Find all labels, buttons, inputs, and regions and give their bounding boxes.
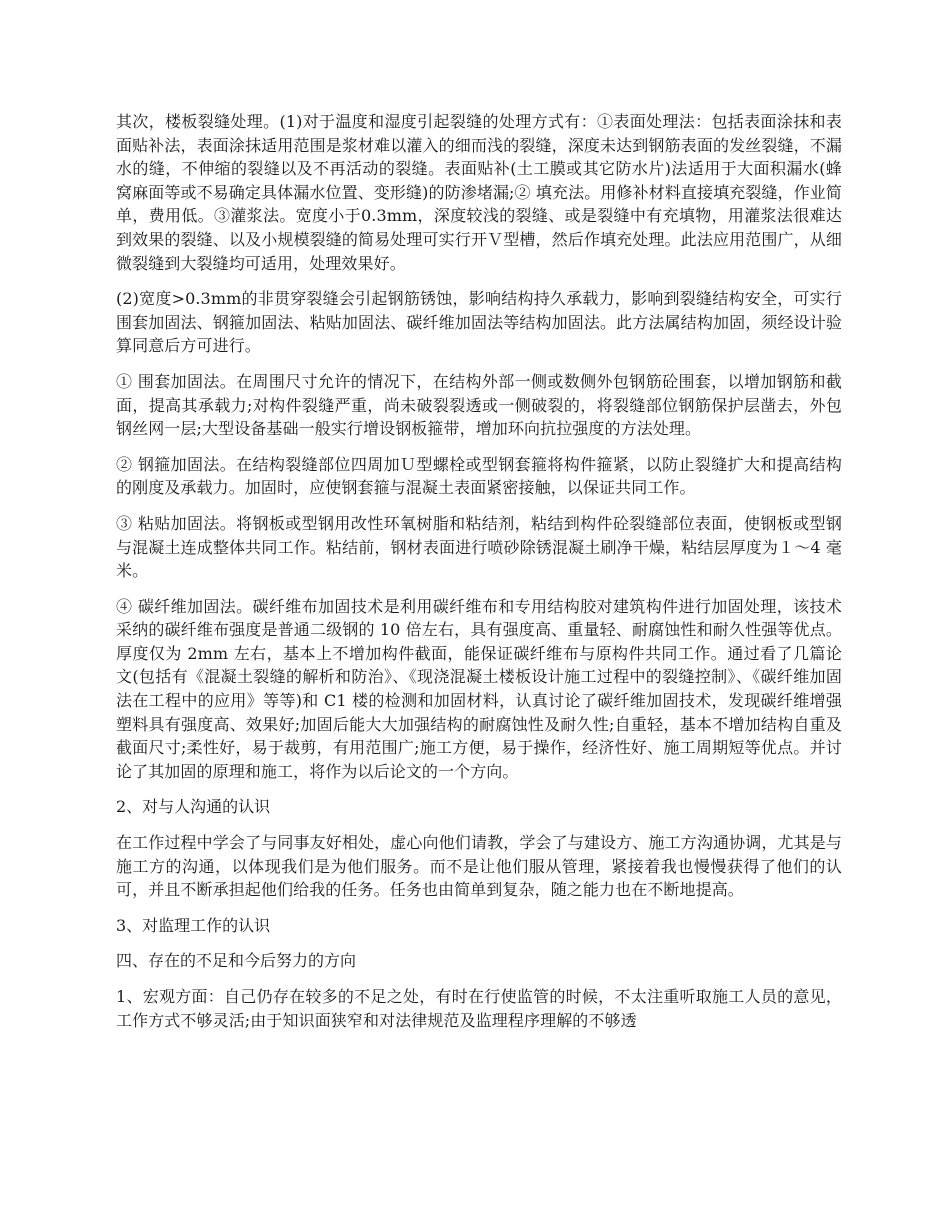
paragraph-communication: 在工作过程中学会了与同事友好相处，虚心向他们请教，学会了与建设方、施工方沟通协调，尤其是与施工方的沟通，以体现我们是为他们服务。而不是让他们服从管理，紧接着我也慢慢获得了他们的认可，并且不断承担起他们给我的任务。任务也由简单到复杂，随之能力也在不断地提高。 xyxy=(116,833,842,900)
heading-supervision-work: 3、对监理工作的认识 xyxy=(116,915,271,935)
paragraph-steel-hoop-reinforcement: ② 钢箍加固法。在结构裂缝部位四周加Ｕ型螺栓或型钢套箍将构件箍紧，以防止裂缝扩大和提高结构的刚度及承载力。加固时，应使钢套箍与混凝土表面紧密接触，以保证共同工作。 xyxy=(116,454,842,498)
paragraph-macro-aspect: 1、宏观方面：自己仍存在较多的不足之处，有时在行使监管的时候，不太注重听取施工人员的意见，工作方式不够灵活;由于知识面狭窄和对法律规范及监理程序理解的不够透 xyxy=(116,987,842,1030)
paragraph-structural-reinforcement: (2)宽度>0.3mm的非贯穿裂缝会引起钢筋锈蚀，影响结构持久承载力，影响到裂缝结构安全，可实行围套加固法、钢箍加固法、粘贴加固法、碳纤维加固法等结构加固法。此方法属结构加固，须经设计验算同意后方可进行。 xyxy=(116,289,842,356)
paragraph-carbon-fiber-reinforcement: ④ 碳纤维加固法。碳纤维布加固技术是利用碳纤维布和专用结构胶对建筑构件进行加固处理，该技术采纳的碳纤维布强度是普通二级钢的 10 倍左右，具有强度高、重量轻、耐腐蚀性和耐久性强等优点。厚度仅为 2mm 左右，基本上不增加构件截面，能保证碳纤维布与原构件共同工作。通过看了几篇论文(包括有《混凝土裂缝的解析和防治》、《现浇混凝土楼板设计施工过程中的裂缝控制》、《碳纤维加固法在工程中的应用》等等)和 C1 楼的检测和加固材料，认真讨论了碳纤维加固技术，发现碳纤维增强塑料具有强度高、效果好;加固后能大大加强结构的耐腐蚀性及耐久性;自重轻，基本不增加结构自重及截面尺寸;柔性好，易于裁剪，有用范围广;施工方便，易于操作，经济性好、施工周期短等优点。并讨论了其加固的原理和施工，将作为以后论文的一个方向。 xyxy=(116,596,842,781)
heading-communication: 2、对与人沟通的认识 xyxy=(116,797,271,817)
heading-shortcomings: 四、存在的不足和今后努力的方向 xyxy=(116,951,357,971)
paragraph-bonded-reinforcement: ③ 粘贴加固法。将钢板或型钢用改性环氧树脂和粘结剂，粘结到构件砼裂缝部位表面，使钢板或型钢与混凝土连成整体共同工作。粘结前，钢材表面进行喷砂除锈混凝土刷净干燥，粘结层厚度为１～4 毫米。 xyxy=(116,513,842,581)
paragraph-floor-crack-treatment: 其次，楼板裂缝处理。(1)对于温度和湿度引起裂缝的处理方式有：①表面处理法：包括表面涂抹和表面贴补法，表面涂抹适用范围是浆材难以灌入的细而浅的裂缝，深度未达到钢筋表面的发丝裂缝，不漏水的缝，不伸缩的裂缝以及不再活动的裂缝。表面贴补(土工膜或其它防水片)法适用于大面积漏水(蜂窝麻面等或不易确定具体漏水位置、变形缝)的防渗堵漏;② 填充法。用修补材料直接填充裂缝，作业简单，费用低。③灌浆法。宽度小于0.3mm，深度较浅的裂缝、或是裂缝中有充填物，用灌浆法很难达到效果的裂缝、以及小规模裂缝的简易处理可实行开Ｖ型槽，然后作填充处理。此法应用范围广，从细微裂缝到大裂缝均可适用，处理效果好。 xyxy=(116,112,842,273)
paragraph-jacket-reinforcement: ① 围套加固法。在周围尺寸允许的情况下，在结构外部一侧或数侧外包钢筋砼围套，以增加钢筋和截面，提高其承载力;对构件裂缝严重，尚未破裂裂透或一侧破裂的，将裂缝部位钢筋保护层凿去，外包钢丝网一层;大型设备基础一般实行增设钢板箍带，增加环向抗拉强度的方法处理。 xyxy=(116,371,842,439)
document-page xyxy=(116,110,842,1044)
